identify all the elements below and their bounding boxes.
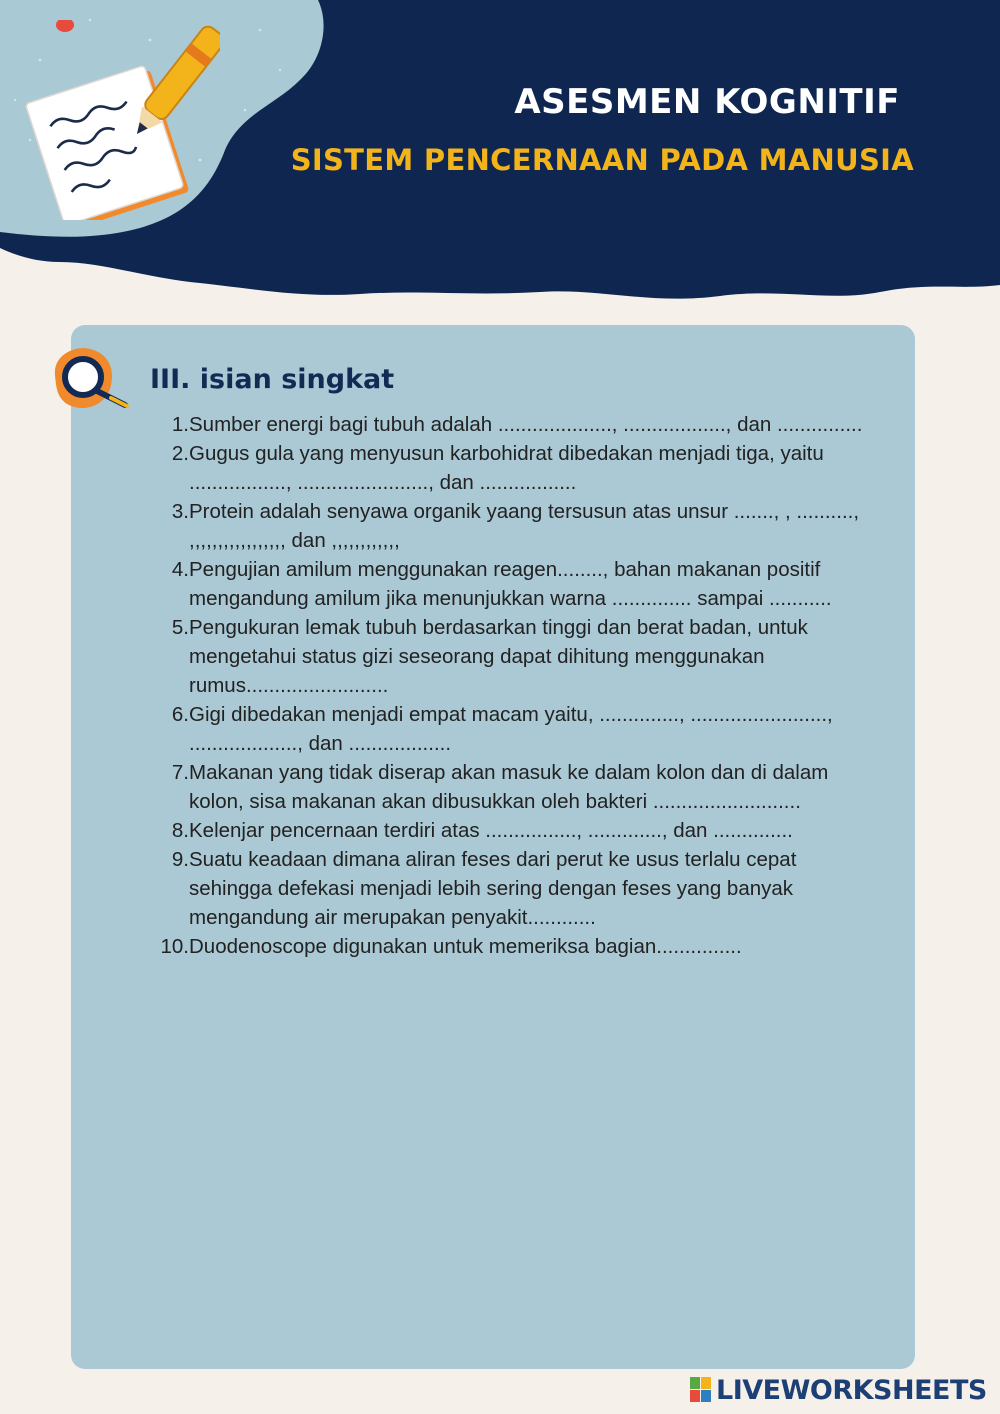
notebook-pen-illustration bbox=[20, 20, 220, 220]
question-text: Pengukuran lemak tubuh berdasarkan tinggi dan berat badan, untuk mengetahui status gizi seseorang dapat dihitung menggunakan rumus......................... bbox=[189, 616, 808, 697]
question-text: Duodenoscope digunakan untuk memeriksa bagian............... bbox=[189, 935, 742, 958]
question-text: Sumber energi bagi tubuh adalah ...................., .................., dan ............... bbox=[189, 413, 863, 436]
question-item bbox=[150, 613, 880, 700]
liveworksheets-logo[interactable] bbox=[690, 1372, 987, 1408]
magnifier-icon bbox=[45, 345, 137, 415]
page-title: ASESMEN KOGNITIF bbox=[514, 82, 900, 122]
question-item bbox=[150, 439, 880, 497]
question-item bbox=[150, 845, 880, 932]
question-text: Suatu keadaan dimana aliran feses dari perut ke usus terlalu cepat sehingga defekasi menjadi lebih sering dengan feses yang banyak mengandung air merupakan penyakit............ bbox=[189, 848, 797, 929]
questions-list bbox=[150, 410, 880, 961]
question-number: 8. bbox=[171, 819, 189, 842]
question-number: 4. bbox=[171, 558, 189, 581]
question-number: 7. bbox=[171, 761, 189, 784]
question-number: 6. bbox=[171, 703, 189, 726]
question-item bbox=[150, 555, 880, 613]
question-item bbox=[150, 758, 880, 816]
question-item bbox=[150, 497, 880, 555]
question-text: Gugus gula yang menyusun karbohidrat dibedakan menjadi tiga, yaitu ................., ......................., dan ................. bbox=[189, 442, 824, 494]
liveworksheets-logo-text: LIVEWORKSHEETS bbox=[716, 1374, 987, 1406]
question-item bbox=[150, 700, 880, 758]
question-text: Protein adalah senyawa organik yaang tersusun atas unsur ......., , .........., ,,,,,,,,,,,,,,,,, dan ,,,,,,,,,,,, bbox=[189, 500, 860, 552]
question-number: 9. bbox=[171, 848, 189, 871]
question-text: Pengujian amilum menggunakan reagen........, bahan makanan positif mengandung amilum jika menunjukkan warna .............. sampai ........... bbox=[189, 558, 832, 610]
question-number: 1. bbox=[171, 413, 189, 436]
question-item bbox=[150, 932, 880, 961]
question-item bbox=[150, 816, 880, 845]
question-number: 3. bbox=[171, 500, 189, 523]
question-text: Gigi dibedakan menjadi empat macam yaitu, .............., ........................, ..................., dan .................. bbox=[189, 703, 833, 755]
question-text: Makanan yang tidak diserap akan masuk ke dalam kolon dan di dalam kolon, sisa makanan akan dibusukkan oleh bakteri .......................... bbox=[189, 761, 829, 813]
question-number: 2. bbox=[171, 442, 189, 465]
page-subtitle: SISTEM PENCERNAAN PADA MANUSIA bbox=[290, 143, 914, 177]
question-number: 5. bbox=[171, 616, 189, 639]
question-number: 10. bbox=[160, 935, 189, 958]
liveworksheets-logo-icon bbox=[690, 1377, 712, 1403]
question-text: Kelenjar pencernaan terdiri atas ................, ............., dan .............. bbox=[189, 819, 793, 842]
question-item bbox=[150, 410, 880, 439]
section-title: III. isian singkat bbox=[150, 364, 395, 395]
